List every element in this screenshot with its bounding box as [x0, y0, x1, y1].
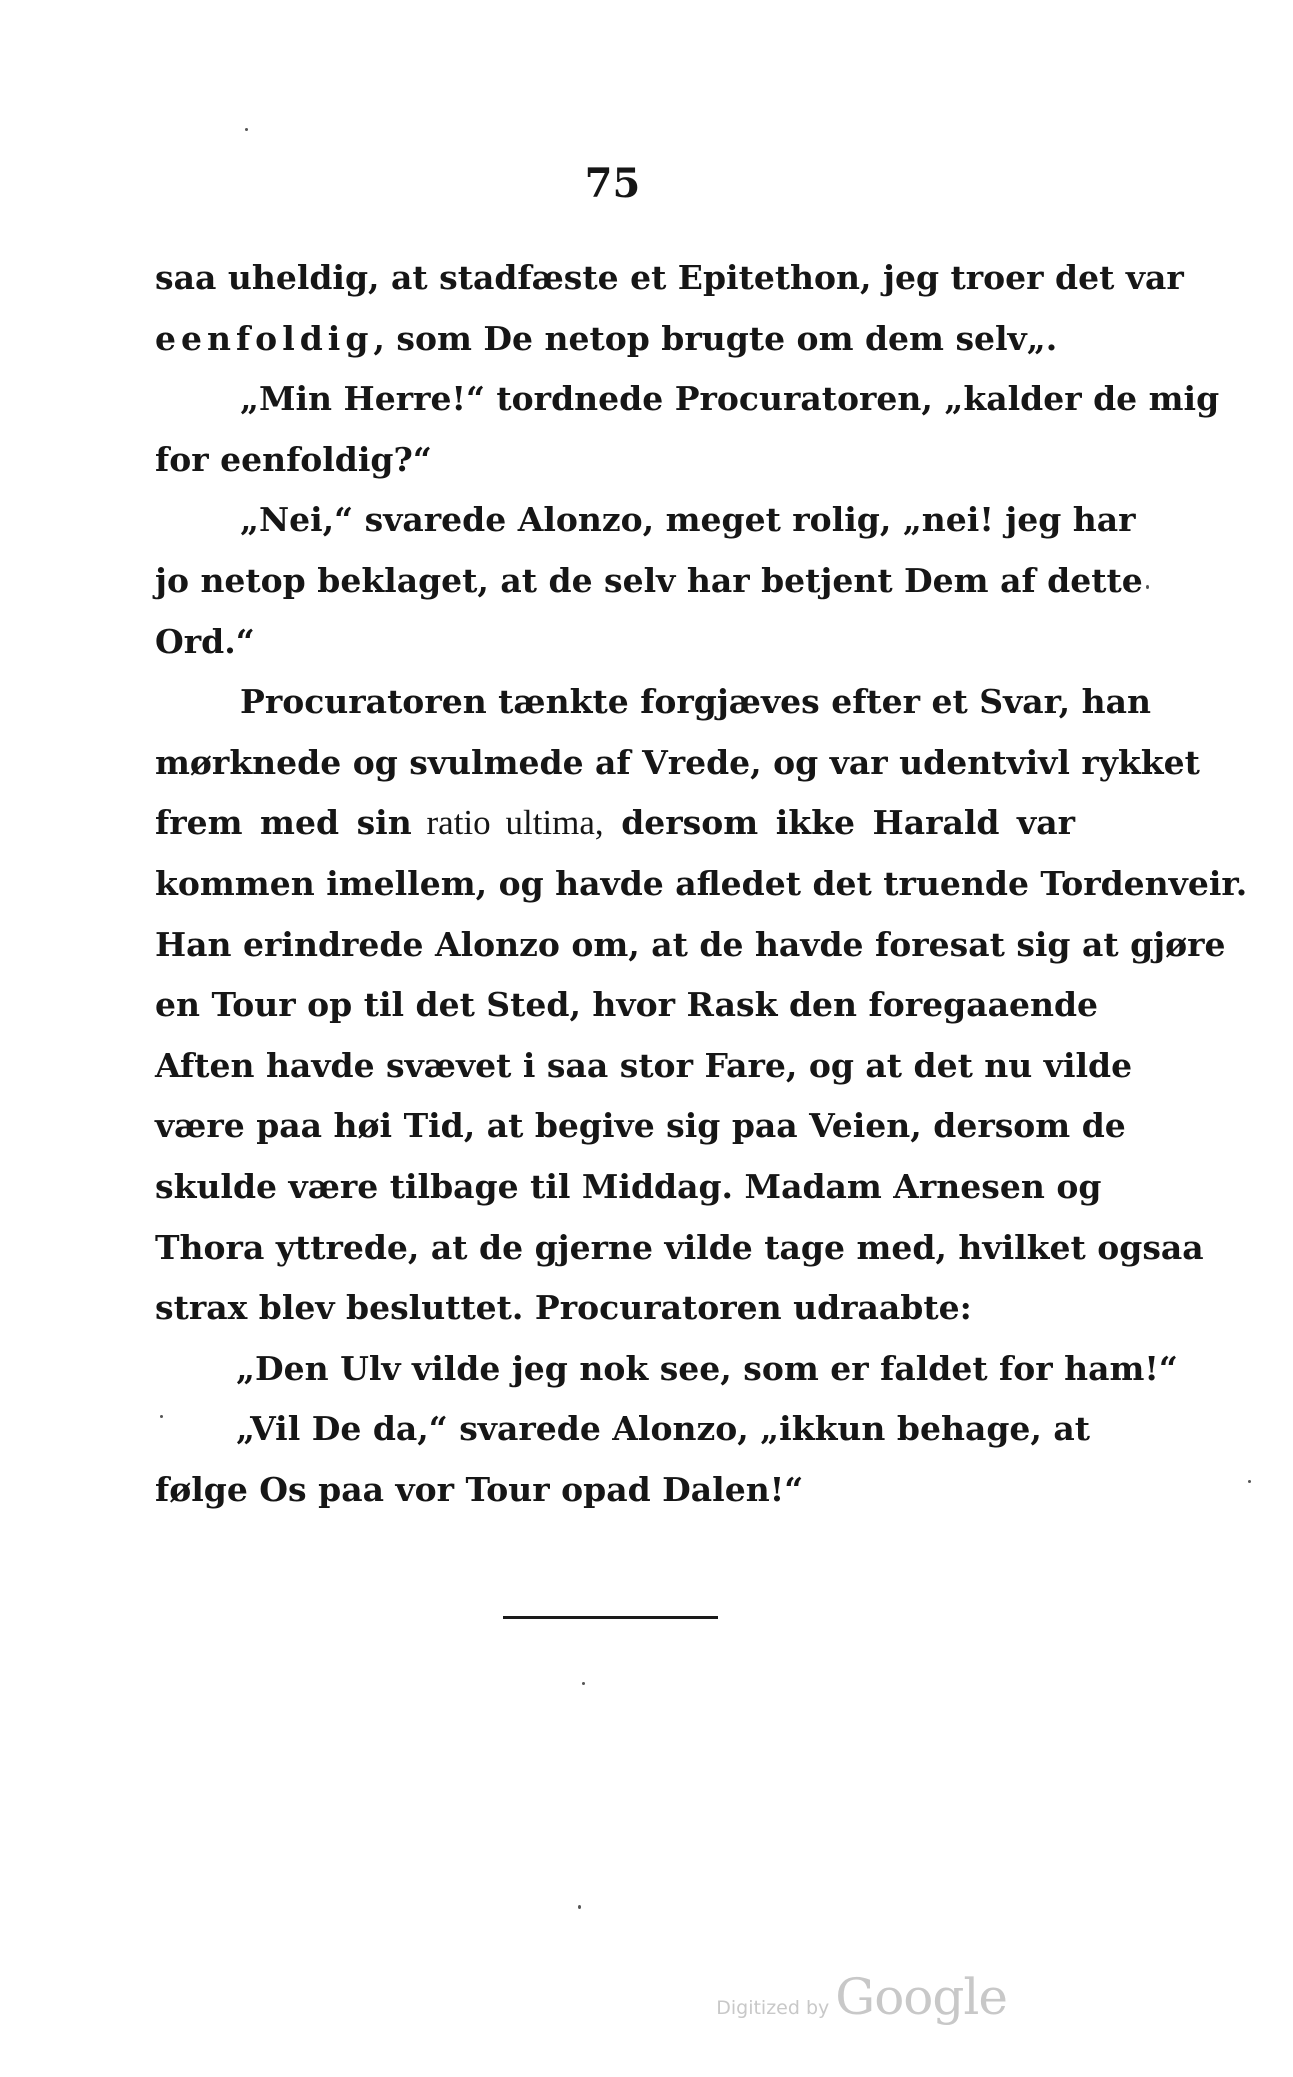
text-line-content: skulde være tilbage til Middag. Madam Arnesen og — [155, 1166, 1102, 1206]
text-line — [155, 975, 1099, 1036]
body-text — [155, 248, 1248, 1520]
text-line-content: „Vil De da,“ svarede Alonzo, „ikkun behage, at — [236, 1409, 1091, 1449]
watermark-prefix: Digitized by — [716, 1997, 830, 2019]
text-line-content: Thora yttrede, at de gjerne vilde tage med, hvilket ogsaa — [155, 1227, 1204, 1267]
text-line-content: mørknede og svulmede af Vrede, og var udentvivl rykket — [155, 742, 1200, 782]
text-line-content: jo netop beklaget, at de selv har betjent Dem af dette — [155, 560, 1143, 600]
text-line — [155, 369, 1220, 430]
speck — [1248, 1480, 1251, 1483]
text-line — [155, 430, 1075, 491]
text-line — [155, 672, 1151, 733]
speck — [582, 1682, 585, 1685]
text-line-content: strax blev besluttet. Procuratoren udraabte: — [155, 1288, 972, 1328]
text-line — [155, 612, 1075, 673]
text-line — [155, 1339, 1178, 1400]
text-line-content: følge Os paa vor Tour opad Dalen!“ — [155, 1469, 804, 1509]
text-line — [155, 733, 1200, 794]
text-line — [155, 915, 1226, 976]
speck — [1146, 585, 1149, 589]
text-line — [155, 1399, 1091, 1460]
text-line-suffix: dersom ikke Harald var — [603, 803, 1075, 843]
text-line-content: „Den Ulv vilde jeg nok see, som er faldet for ham!“ — [236, 1348, 1178, 1388]
text-line-content: Ord.“ — [155, 621, 255, 661]
text-line — [155, 490, 1136, 551]
text-line — [155, 248, 1184, 309]
google-logo: Google — [835, 1968, 1007, 2026]
text-line — [155, 793, 1075, 854]
page-number: 75 — [584, 160, 641, 207]
text-line-content: være paa høi Tid, at begive sig paa Veien, dersom de — [155, 1106, 1126, 1146]
text-line-content: kommen imellem, og havde afledet det truende Tordenveir. — [155, 863, 1248, 903]
text-line-content: „Nei,“ svarede Alonzo, meget rolig, „nei! jeg har — [240, 500, 1136, 540]
text-line-content: Procuratoren tænkte forgjæves efter et Svar, han — [240, 682, 1151, 722]
text-line-content: en Tour op til det Sted, hvor Rask den foregaaende — [155, 985, 1099, 1025]
text-line — [155, 854, 1248, 915]
google-watermark — [716, 1968, 1007, 2026]
text-line — [155, 309, 1075, 370]
text-line — [155, 1218, 1204, 1279]
latin-phrase: ratio ultima, — [411, 803, 604, 843]
text-line — [155, 551, 1143, 612]
text-line-suffix: , som De netop brugte om dem selv„. — [373, 318, 1058, 358]
text-line — [155, 1278, 1075, 1339]
speck — [160, 1415, 163, 1418]
speck — [578, 1905, 581, 1909]
text-line-content: Aften havde svævet i saa stor Fare, og at det nu vilde — [155, 1045, 1133, 1085]
speck — [245, 128, 248, 131]
text-line — [155, 1157, 1102, 1218]
text-line-content: eenfoldig — [155, 318, 374, 358]
text-line — [155, 1036, 1133, 1097]
text-line-content: for eenfoldig?“ — [155, 439, 432, 479]
text-line — [155, 1460, 1075, 1521]
end-rule — [503, 1616, 718, 1619]
text-line-content: „Min Herre!“ tordnede Procuratoren, „kalder de mig — [240, 379, 1220, 419]
text-line-content: saa uheldig, at stadfæste et Epitethon, jeg troer det var — [155, 258, 1184, 297]
text-line-content: Han erindrede Alonzo om, at de havde foresat sig at gjøre — [155, 924, 1226, 964]
text-line-content: frem med sin — [155, 803, 412, 843]
text-line — [155, 1096, 1126, 1157]
